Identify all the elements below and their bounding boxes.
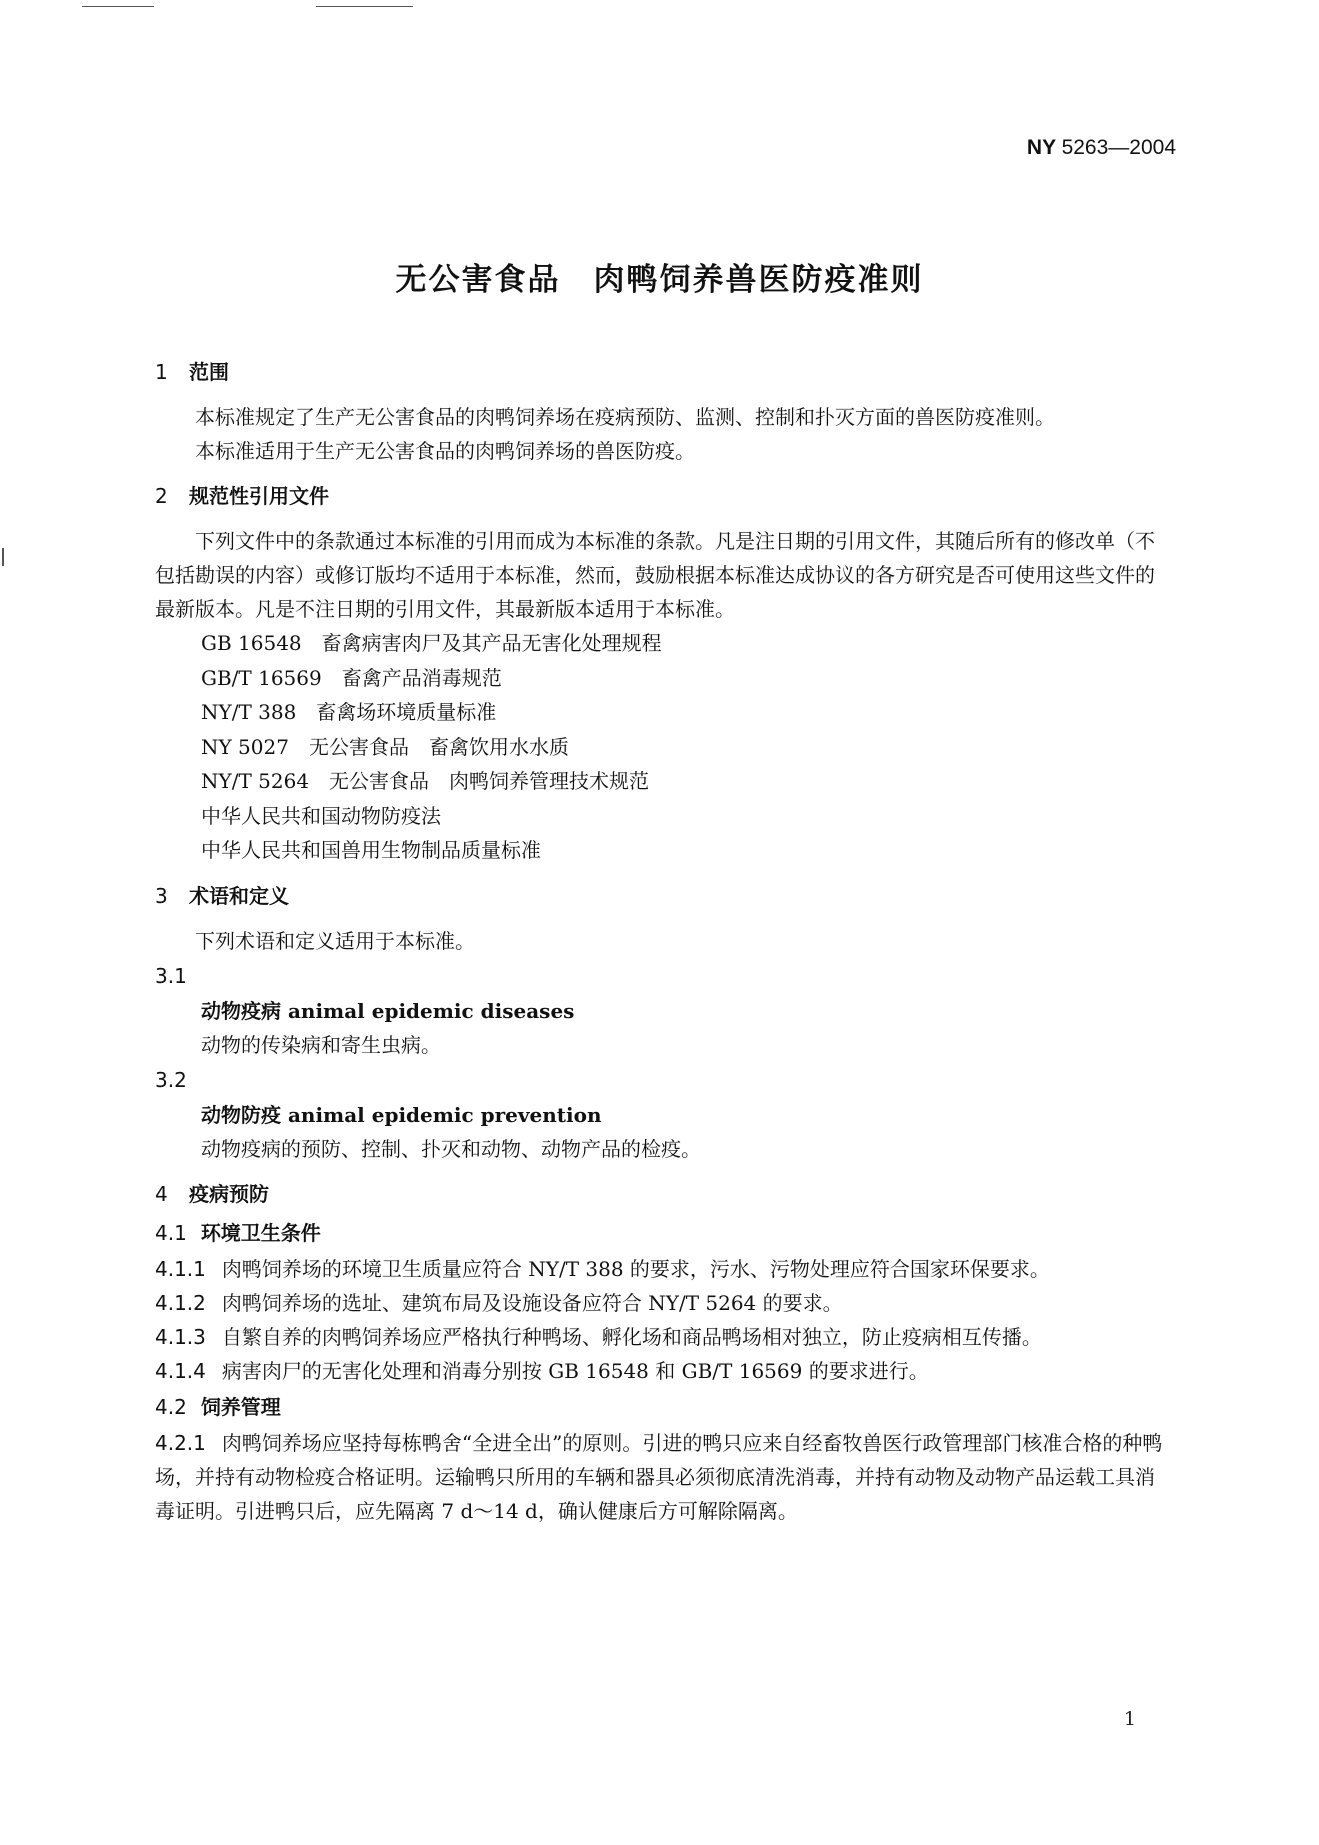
reference-item: NY/T 388 畜禽场环境质量标准: [201, 700, 497, 724]
reference-item: NY 5027 无公害食品 畜禽饮用水水质: [201, 734, 569, 759]
section-title: 术语和定义: [189, 883, 289, 908]
section-number: 4: [155, 1181, 168, 1206]
term-name: 动物疫病 animal epidemic diseases: [201, 998, 575, 1023]
document-title: 无公害食品 肉鸭饲养兽医防疫准则: [395, 262, 924, 298]
section-heading: [155, 476, 1167, 516]
term-number: 3.1: [155, 963, 187, 988]
scan-artifact-top-left: [82, 6, 154, 7]
paragraph: 本标准适用于生产无公害食品的肉鸭饲养场的兽医防疫。: [195, 439, 695, 463]
clause-text: 肉鸭饲养场的环境卫生质量应符合 NY/T 388 的要求，污水、污物处理应符合国家环保要求。: [221, 1256, 1050, 1281]
subsection-title: 环境卫生条件: [200, 1220, 321, 1245]
subsection-heading: [155, 1388, 1167, 1426]
section-heading: [155, 352, 1167, 392]
subsection-number: 4.1: [155, 1220, 187, 1245]
doc-code-prefix: NY: [1026, 136, 1056, 159]
scan-artifact-top-center: [316, 6, 413, 7]
doc-code-number: 5263—2004: [1061, 136, 1176, 159]
reference-item: 中华人民共和国动物防疫法: [201, 803, 441, 828]
section-title: 范围: [189, 360, 229, 384]
clause: [155, 1354, 1167, 1388]
clause-text: 肉鸭饲养场应坚持每栋鸭舍“全进全出”的原则。引进的鸭只应来自经畜牧兽医行政管理部门核准合格的种鸭场，并持有动物检疫合格证明。运输鸭只所用的车辆和器具必须彻底清洗消毒，并持有动物及动物产品运载工具消毒证明。引进鸭只后，应先隔离 7 d～14 d，确认健康后方可解除隔离。: [155, 1430, 1163, 1523]
section-number: 2: [155, 484, 168, 508]
term-name: 动物防疫 animal epidemic prevention: [201, 1102, 602, 1127]
clause: [155, 1426, 1167, 1528]
subsection-number: 4.2: [155, 1394, 187, 1419]
term-definition: 动物疫病的预防、控制、扑灭和动物、动物产品的检疫。: [201, 1136, 701, 1161]
clause: [155, 1320, 1167, 1354]
section-heading: [155, 876, 1167, 916]
paragraph: 下列术语和定义适用于本标准。: [195, 928, 475, 953]
reference-item: 中华人民共和国兽用生物制品质量标准: [201, 838, 541, 862]
section-heading: [155, 1174, 1167, 1214]
scan-artifact-left-edge: [2, 548, 4, 566]
clause-number: 4.1.1: [155, 1256, 206, 1281]
subsection-title: 饲养管理: [200, 1394, 281, 1419]
clause: [155, 1252, 1167, 1286]
clause: [155, 1286, 1167, 1320]
section-number: 1: [155, 360, 168, 384]
clause-number: 4.1.4: [155, 1358, 206, 1383]
clause-text: 自繁自养的肉鸭饲养场应严格执行种鸭场、孵化场和商品鸭场相对独立，防止疫病相互传播。: [221, 1324, 1042, 1349]
term-definition: 动物的传染病和寄生虫病。: [201, 1032, 441, 1057]
paragraph: 本标准规定了生产无公害食品的肉鸭饲养场在疫病预防、监测、控制和扑灭方面的兽医防疫准则。: [195, 405, 1055, 429]
document-body: [155, 352, 1167, 1528]
subsection-heading: [155, 1214, 1167, 1252]
section-title: 疫病预防: [189, 1181, 269, 1206]
clause-number: 4.2.1: [155, 1430, 206, 1455]
document-code: [1027, 136, 1176, 160]
clause-number: 4.1.3: [155, 1324, 206, 1349]
clause-text: 病害肉尸的无害化处理和消毒分别按 GB 16548 和 GB/T 16569 的要求进行。: [221, 1358, 929, 1383]
clause-number: 4.1.2: [155, 1290, 206, 1315]
term-number: 3.2: [155, 1067, 187, 1092]
reference-item: GB/T 16569 畜禽产品消毒规范: [201, 665, 502, 690]
section-number: 3: [155, 883, 168, 908]
reference-item: NY/T 5264 无公害食品 肉鸭饲养管理技术规范: [201, 769, 650, 793]
clause-text: 肉鸭饲养场的选址、建筑布局及设施设备应符合 NY/T 5264 的要求。: [221, 1290, 843, 1315]
reference-item: GB 16548 畜禽病害肉尸及其产品无害化处理规程: [201, 631, 662, 655]
paragraph: 下列文件中的条款通过本标准的引用而成为本标准的条款。凡是注日期的引用文件，其随后所有的修改单（不包括勘误的内容）或修订版均不适用于本标准，然而，鼓励根据本标准达成协议的各方研究是否可使用这些文件的最新版本。凡是不注日期的引用文件，其最新版本适用于本标准。: [155, 529, 1155, 621]
page-number: 1: [1123, 1708, 1136, 1730]
section-title: 规范性引用文件: [189, 484, 329, 508]
